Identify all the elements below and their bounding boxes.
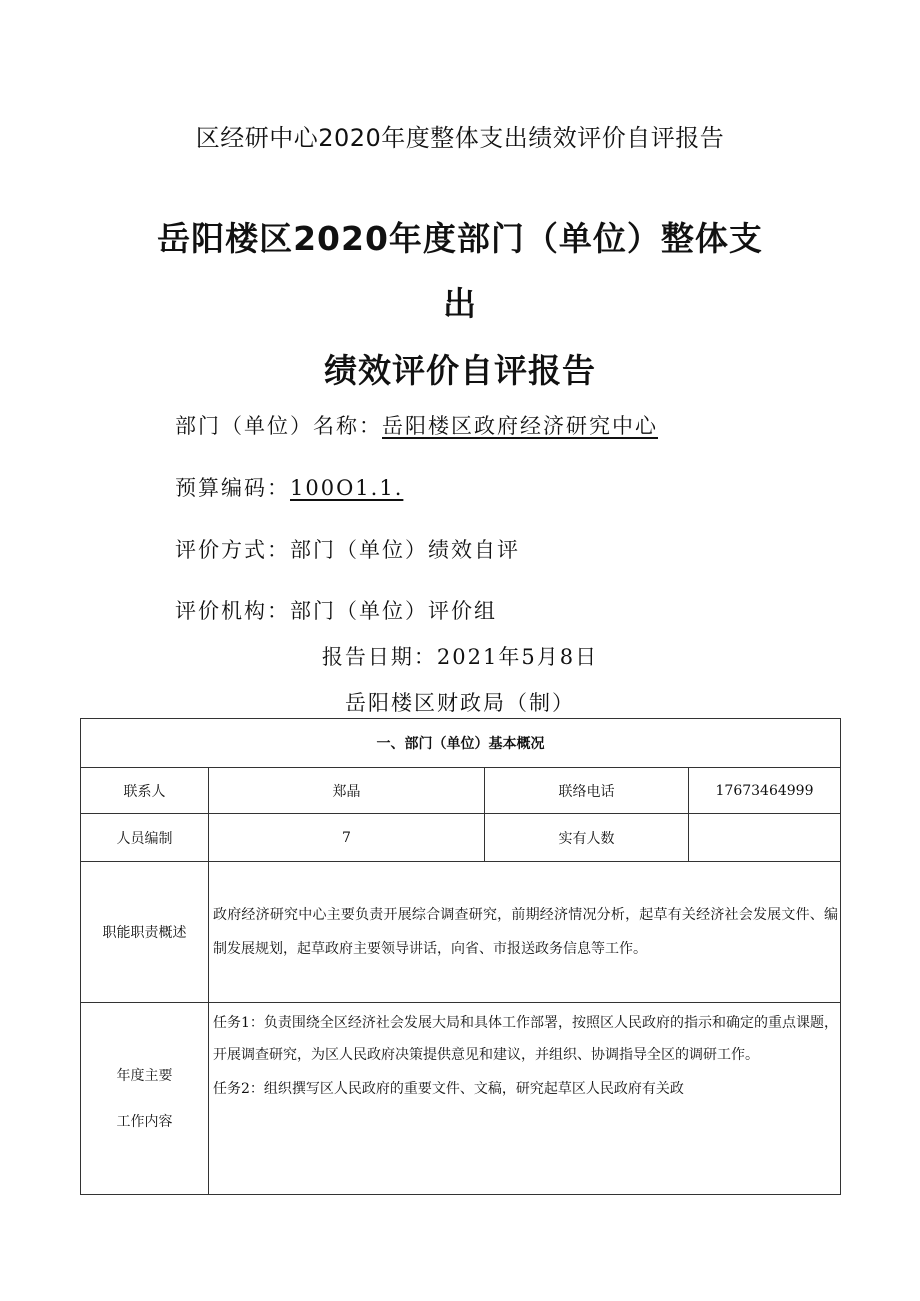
task-2: 任务2：组织撰写区人民政府的重要文件、文稿，研究起草区人民政府有关政 xyxy=(213,1081,684,1097)
table-row xyxy=(81,814,841,862)
evaluation-org-value: 部门（单位）评价组 xyxy=(290,599,497,623)
work-label xyxy=(81,1003,209,1195)
basic-info-table xyxy=(80,718,841,1195)
evaluation-org-field xyxy=(175,595,497,625)
table-row xyxy=(81,768,841,814)
evaluation-method-label: 评价方式： xyxy=(175,538,290,562)
report-date: 报告日期：2021年5月8日 xyxy=(321,645,599,669)
document-header-title: 区经研中心2020年度整体支出绩效评价自评报告 xyxy=(195,124,725,152)
duty-label: 职能职责概述 xyxy=(81,862,209,1003)
dept-name-value: 岳阳楼区政府经济研究中心 xyxy=(382,414,658,438)
budget-code-value: 100O1.1. xyxy=(290,476,404,500)
dept-name-field xyxy=(175,410,658,440)
work-content-cell xyxy=(209,1003,841,1195)
duty-cell xyxy=(209,862,841,1003)
table-row xyxy=(81,1003,841,1195)
actual-count-value xyxy=(689,814,841,862)
table-row xyxy=(81,862,841,1003)
contact-label: 联系人 xyxy=(81,768,209,814)
section-title: 一、部门（单位）基本概况 xyxy=(81,719,841,768)
contact-value: 郑晶 xyxy=(209,768,485,814)
work-label-line-2: 工作内容 xyxy=(116,1113,173,1130)
phone-value: 17673464999 xyxy=(689,768,841,814)
budget-code-label: 预算编码： xyxy=(175,476,290,500)
phone-label: 联络电话 xyxy=(485,768,689,814)
budget-code-field xyxy=(175,472,403,502)
staffing-value: 7 xyxy=(209,814,485,862)
report-title-line-3: 绩效评价自评报告 xyxy=(324,351,596,390)
evaluation-org-label: 评价机构： xyxy=(175,599,290,623)
report-title-line-2: 出 xyxy=(443,284,477,323)
task-1: 任务1：负责围绕全区经济社会发展大局和具体工作部署，按照区人民政府的指示和确定的重点课题，开展调查研究，为区人民政府决策提供意见和建议，并组织、协调指导全区的调研工作。 xyxy=(213,1015,838,1063)
work-label-line-1: 年度主要 xyxy=(116,1067,173,1084)
duty-text: 政府经济研究中心主要负责开展综合调查研究，前期经济情况分析，起草有关经济社会发展文件、编制发展规划，起草政府主要领导讲话，向省、市报送政务信息等工作。 xyxy=(213,907,838,957)
table-row xyxy=(81,719,841,768)
report-title-line-1: 岳阳楼区2020年度部门（单位）整体支 xyxy=(157,219,763,258)
evaluation-method-value: 部门（单位）绩效自评 xyxy=(290,538,520,562)
actual-count-label: 实有人数 xyxy=(485,814,689,862)
evaluation-method-field xyxy=(175,534,520,564)
dept-name-label: 部门（单位）名称： xyxy=(175,414,382,438)
issuer: 岳阳楼区财政局（制） xyxy=(345,691,575,715)
staffing-label: 人员编制 xyxy=(81,814,209,862)
